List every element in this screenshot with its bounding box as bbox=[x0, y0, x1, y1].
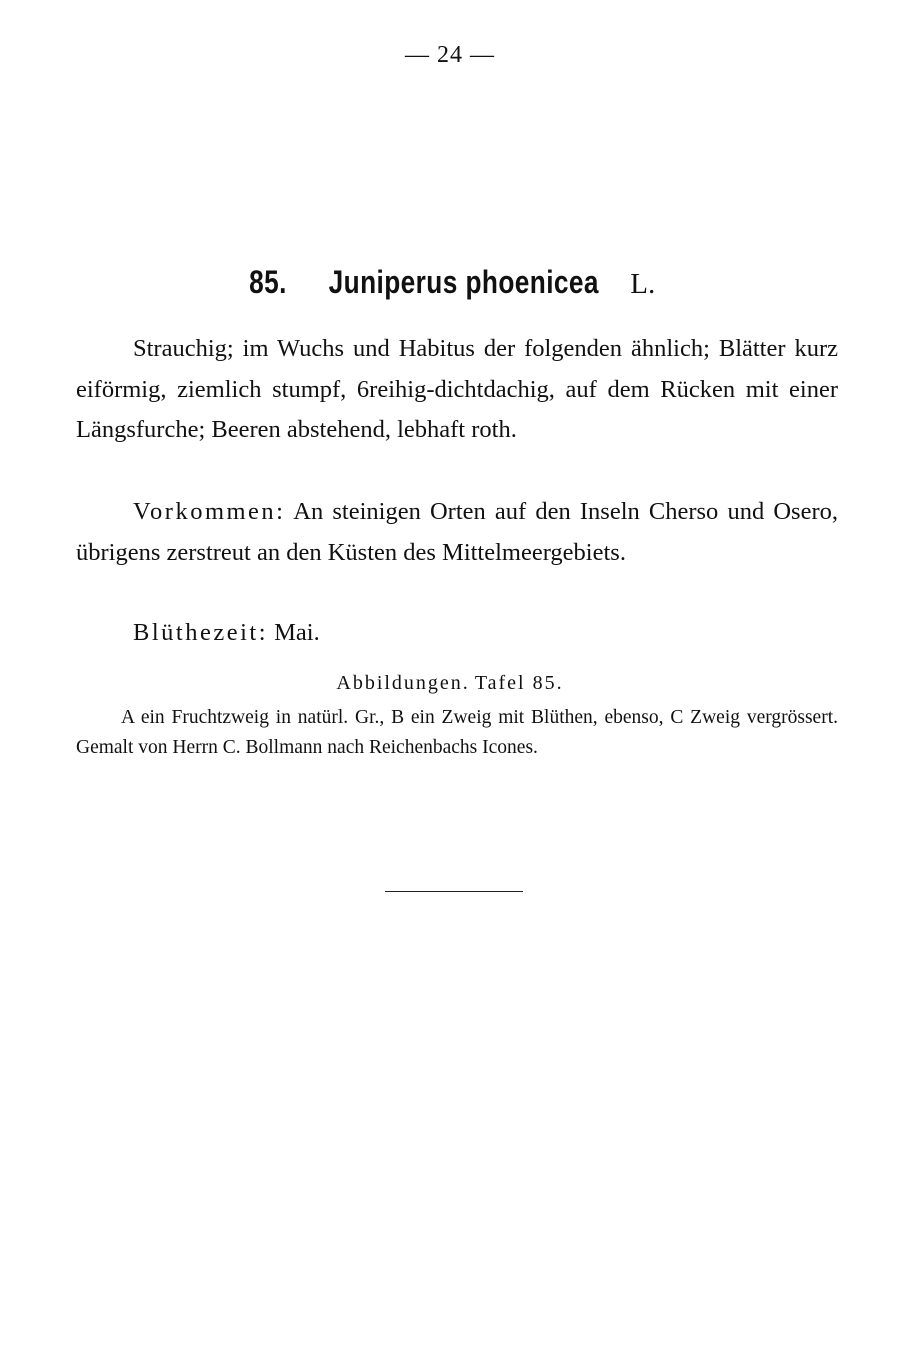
figures-plate: Tafel 85. bbox=[474, 672, 564, 694]
species-author: L. bbox=[630, 268, 656, 300]
species-title bbox=[0, 258, 900, 308]
section-divider bbox=[385, 891, 523, 892]
figures-heading bbox=[0, 668, 900, 698]
figures-caption-text: A ein Fruchtzweig in natürl. Gr., B ein Zweig mit Blüthen, ebenso, C Zweig vergrössert. Gemalt von Herrn C. Bollmann nach Reichenbachs Icones. bbox=[76, 707, 838, 758]
flowering-text: Mai. bbox=[274, 619, 320, 646]
occurrence-text: An steinigen Orten auf den Inseln Cherso und Osero, übrigens zerstreut an den Küsten des Mittelmeergebiets. bbox=[76, 498, 838, 566]
description-paragraph: Strauchig; im Wuchs und Habitus der folgenden ähnlich; Blätter kurz eiförmig, ziemlich stumpf, 6reihig-dichtdachig, auf dem Rücken mit einer Längsfurche; Beeren abstehend, lebhaft roth. bbox=[76, 335, 838, 443]
occurrence-label: Vorkommen: bbox=[133, 498, 286, 525]
species-name: Juniperus phoenicea bbox=[328, 264, 599, 300]
flowering-label: Blüthezeit: bbox=[133, 619, 268, 646]
flowering-paragraph bbox=[76, 613, 838, 654]
page-number: — 24 — bbox=[405, 42, 495, 68]
species-number: 85. bbox=[248, 264, 287, 300]
occurrence-paragraph bbox=[76, 492, 838, 573]
figures-label: Abbildungen. bbox=[336, 672, 470, 694]
figures-caption bbox=[76, 703, 838, 762]
